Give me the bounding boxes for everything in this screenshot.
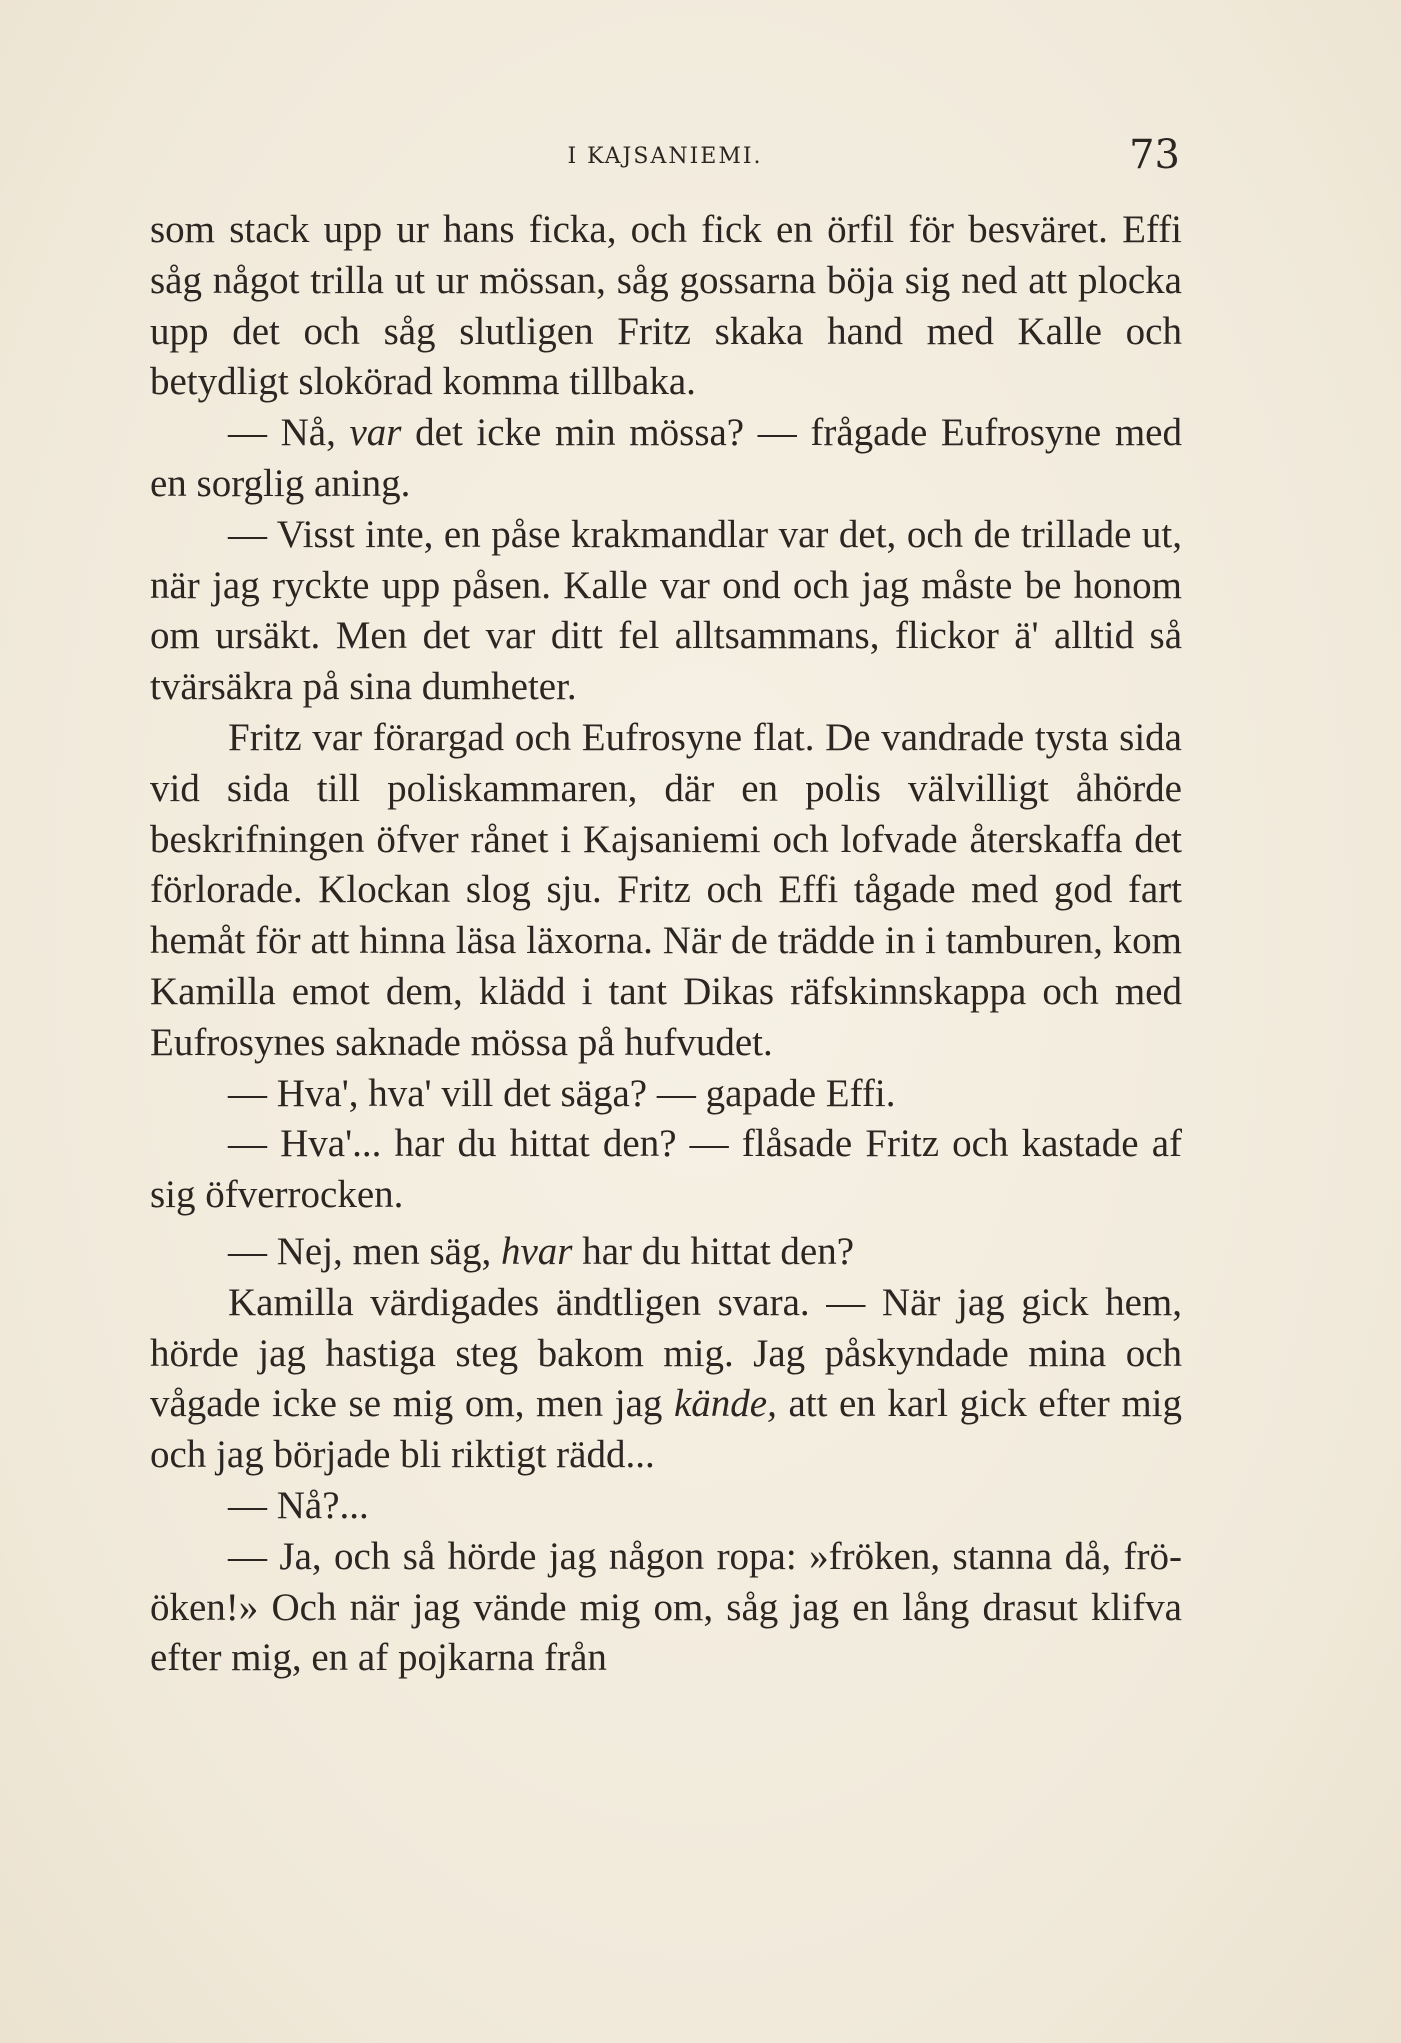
paragraph-1: som stack upp ur hans ficka, och fick en örfil för besväret. Effi såg något trilla ut ur mössan, såg gossarna böja sig ned att plocka upp det och såg slutligen Fritz skaka hand med Kalle och betydligt slokörad komma tillbaka. xyxy=(150,208,1182,404)
paragraph-2-text-b: det icke min mössa? — frågade Eufrosyne med en sorglig aning. xyxy=(150,411,1182,505)
page-header xyxy=(150,130,1180,190)
paragraph-6: — Hva'... har du hittat den? — flåsade Fritz och kastade af sig öfverrocken. xyxy=(150,1122,1182,1217)
paragraph-4: Fritz var förargad och Eufrosyne flat. De vandrade tysta sida vid sida till poliskammaren, där en polis välvilligt åhörde beskrifningen öfver rånet i Kajsaniemi och lofvade återskaffa det förlorade. Klockan slog sju. Fritz och Effi tågade med god fart hemåt för att hinna läsa läxorna. När de trädde in i tamburen, kom Kamilla emot dem, klädd i tant Dikas räfskinnskappa och med Eufrosynes saknade mössa på hufvudet. xyxy=(150,715,1182,1064)
paragraph-2-text-a: — Nå, xyxy=(228,411,350,455)
paragraph-2 xyxy=(150,408,1182,510)
body-text xyxy=(150,205,1182,1684)
paragraph-7-text-a: — Nej, men säg, xyxy=(228,1229,501,1273)
paragraph-8-text-b: att en karl gick efter mig och jag började bli riktigt rädd... xyxy=(150,1382,1183,1477)
paragraph-9: — Nå?... xyxy=(228,1483,369,1527)
paragraph-7-text-b: har du hittat den? xyxy=(572,1229,855,1273)
paragraph-10: — Ja, och så hörde jag någon ropa: »fröken, stanna då, frö-öken!» Och när jag vände mig om, såg jag en lång drasut klifva efter mig, en af pojkarna från xyxy=(150,1534,1182,1680)
running-head: I KAJSANIEMI. xyxy=(567,144,763,169)
paragraph-7-emphasis: hvar xyxy=(500,1229,573,1273)
paragraph-7 xyxy=(150,1227,1182,1278)
paragraph-3: — Visst inte, en påse krakmandlar var det, och de trillade ut, när jag ryckte upp påsen. Kalle var ond och jag måste be honom om ursäkt. Men det var ditt fel alltsammans, flickor ä' alltid så tvärsäkra på sina dumheter. xyxy=(150,512,1182,709)
page-number: 73 xyxy=(1129,132,1180,178)
paragraph-8-text-a: Kamilla värdigades ändtligen svara. — När jag gick hem, hörde jag hastiga steg bakom mig. Jag påskyndade mina och vågade icke se mig om, men jag xyxy=(150,1280,1182,1426)
paragraph-2-emphasis: var xyxy=(349,411,402,455)
paragraph-8-emphasis: kände, xyxy=(673,1382,777,1426)
paragraph-8 xyxy=(150,1278,1182,1481)
paragraph-5: — Hva', hva' vill det säga? — gapade Effi. xyxy=(228,1071,896,1115)
